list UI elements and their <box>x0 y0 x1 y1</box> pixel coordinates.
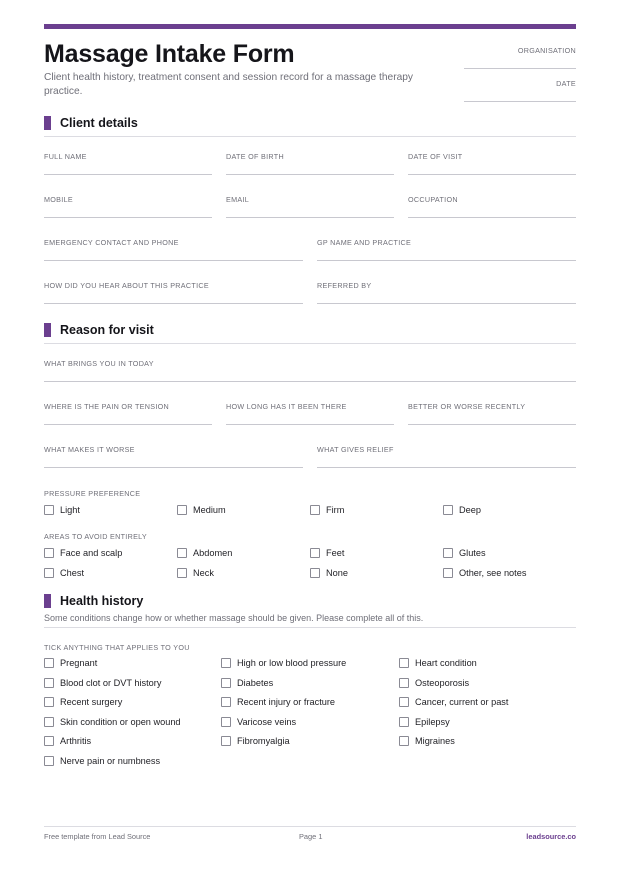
pressure-option-deep[interactable] <box>443 505 481 515</box>
field-label: HOW DID YOU HEAR ABOUT THIS PRACTICE <box>44 281 209 290</box>
checkbox[interactable] <box>221 717 231 727</box>
field-label: WHAT BRINGS YOU IN TODAY <box>44 359 154 368</box>
field-label: FULL NAME <box>44 152 87 161</box>
field-label: WHERE IS THE PAIN OR TENSION <box>44 402 170 411</box>
checkbox-label: Cancer, current or past <box>415 697 509 707</box>
field-label: WHAT MAKES IT WORSE <box>44 445 135 454</box>
referred-by-field[interactable] <box>317 281 576 304</box>
email-field[interactable] <box>226 195 394 218</box>
condition-osteoporosis[interactable] <box>399 678 469 688</box>
field-label: DATE OF BIRTH <box>226 152 284 161</box>
checkbox-label: Deep <box>459 505 481 515</box>
section-reason-for-visit <box>44 322 576 344</box>
better-worse-field[interactable] <box>408 402 576 425</box>
checkbox-label: Fibromyalgia <box>237 736 290 746</box>
condition-migraines[interactable] <box>399 736 455 746</box>
checkbox[interactable] <box>399 658 409 668</box>
condition-pregnant[interactable] <box>44 658 97 668</box>
checkbox-label: Diabetes <box>237 678 274 688</box>
checkbox-label: Osteoporosis <box>415 678 470 688</box>
occupation-field[interactable] <box>408 195 576 218</box>
checkbox[interactable] <box>221 678 231 688</box>
checkbox[interactable] <box>443 548 453 558</box>
checkbox-label: Firm <box>326 505 345 515</box>
date-field[interactable] <box>464 78 576 102</box>
pressure-option-medium[interactable] <box>177 505 226 515</box>
organisation-field[interactable] <box>464 45 576 69</box>
condition-blood-pressure[interactable] <box>221 658 346 668</box>
field-label: HOW LONG HAS IT BEEN THERE <box>226 402 347 411</box>
pressure-option-light[interactable] <box>44 505 80 515</box>
condition-skin[interactable] <box>44 717 181 727</box>
field-label: WHAT GIVES RELIEF <box>317 445 394 454</box>
gives-relief-field[interactable] <box>317 445 576 468</box>
field-label: OCCUPATION <box>408 195 458 204</box>
gp-name-field[interactable] <box>317 238 576 261</box>
checkbox[interactable] <box>177 548 187 558</box>
makes-worse-field[interactable] <box>44 445 303 468</box>
field-label: DATE OF VISIT <box>408 152 463 161</box>
checkbox[interactable] <box>44 568 54 578</box>
field-label: EMAIL <box>226 195 250 204</box>
footer-link[interactable]: leadsource.co <box>526 832 576 841</box>
checkbox-label: Face and scalp <box>60 548 123 558</box>
checkbox-label: Nerve pain or numbness <box>60 756 161 766</box>
checkbox-label: Chest <box>60 568 85 578</box>
section-client-details <box>44 115 576 137</box>
section-marker <box>44 323 51 337</box>
checkbox[interactable] <box>44 717 54 727</box>
field-label: EMERGENCY CONTACT AND PHONE <box>44 238 179 247</box>
field-label: MOBILE <box>44 195 73 204</box>
checkbox[interactable] <box>177 568 187 578</box>
condition-heart[interactable] <box>399 658 477 668</box>
avoid-option-chest[interactable] <box>44 568 84 578</box>
accent-bar <box>44 24 576 29</box>
checkbox-label: Migraines <box>415 736 455 746</box>
organisation-label: ORGANISATION <box>517 46 576 55</box>
checkbox-label: Medium <box>193 505 226 515</box>
avoid-option-neck[interactable] <box>177 568 214 578</box>
field-label: GP NAME AND PRACTICE <box>317 238 412 247</box>
checkbox-label: Recent surgery <box>60 697 123 707</box>
section-heading: Health history <box>60 594 144 608</box>
checkbox-label: Skin condition or open wound <box>60 717 181 727</box>
avoid-option-face-scalp[interactable] <box>44 548 122 558</box>
health-history-subtitle: Some conditions change how or whether massage should be given. Please complete all of this. <box>44 613 576 628</box>
condition-recent-surgery[interactable] <box>44 697 122 707</box>
condition-varicose-veins[interactable] <box>221 717 296 727</box>
checkbox[interactable] <box>310 568 320 578</box>
tick-conditions-label: TICK ANYTHING THAT APPLIES TO YOU <box>44 643 190 652</box>
avoid-option-abdomen[interactable] <box>177 548 232 558</box>
section-health-history <box>44 593 576 615</box>
checkbox[interactable] <box>44 505 54 515</box>
footer-page-number: Page 1 <box>299 832 323 841</box>
checkbox[interactable] <box>221 658 231 668</box>
page-footer <box>44 826 576 844</box>
condition-cancer[interactable] <box>399 697 508 707</box>
field-label: BETTER OR WORSE RECENTLY <box>408 402 526 411</box>
checkbox-label: Blood clot or DVT history <box>60 678 162 688</box>
mobile-field[interactable] <box>44 195 212 218</box>
condition-arthritis[interactable] <box>44 736 91 746</box>
avoid-option-feet[interactable] <box>310 548 344 558</box>
pressure-label: PRESSURE PREFERENCE <box>44 489 141 498</box>
condition-blood-clot[interactable] <box>44 678 161 688</box>
checkbox[interactable] <box>399 717 409 727</box>
condition-nerve-pain[interactable] <box>44 756 160 766</box>
checkbox[interactable] <box>44 736 54 746</box>
emergency-contact-field[interactable] <box>44 238 303 261</box>
checkbox-label: Other, see notes <box>459 568 527 578</box>
checkbox[interactable] <box>310 548 320 558</box>
checkbox[interactable] <box>310 505 320 515</box>
checkbox-label: Recent injury or fracture <box>237 697 336 707</box>
checkbox-label: Light <box>60 505 80 515</box>
checkbox[interactable] <box>399 736 409 746</box>
full-name-field[interactable] <box>44 152 212 175</box>
checkbox-label: Pregnant <box>60 658 98 668</box>
condition-diabetes[interactable] <box>221 678 273 688</box>
condition-recent-injury[interactable] <box>221 697 335 707</box>
checkbox-label: Glutes <box>459 548 486 558</box>
checkbox[interactable] <box>443 568 453 578</box>
date-of-birth-field[interactable] <box>226 152 394 175</box>
checkbox-label: Epilepsy <box>415 717 450 727</box>
where-pain-field[interactable] <box>44 402 212 425</box>
checkbox[interactable] <box>399 678 409 688</box>
date-label: DATE <box>556 79 576 88</box>
checkbox-label: High or low blood pressure <box>237 658 347 668</box>
pressure-option-firm[interactable] <box>310 505 344 515</box>
checkbox[interactable] <box>221 697 231 707</box>
date-of-visit-field[interactable] <box>408 152 576 175</box>
section-heading: Reason for visit <box>60 323 154 337</box>
avoid-areas-label: AREAS TO AVOID ENTIRELY <box>44 532 148 541</box>
avoid-option-glutes[interactable] <box>443 548 486 558</box>
checkbox-label: Heart condition <box>415 658 477 668</box>
checkbox-label: Neck <box>193 568 214 578</box>
section-marker <box>44 594 51 608</box>
form-title: Massage Intake Form <box>44 40 295 68</box>
checkbox[interactable] <box>177 505 187 515</box>
checkbox[interactable] <box>44 678 54 688</box>
section-marker <box>44 116 51 130</box>
checkbox[interactable] <box>44 548 54 558</box>
checkbox-label: Feet <box>326 548 345 558</box>
checkbox-label: Arthritis <box>60 736 92 746</box>
checkbox[interactable] <box>44 697 54 707</box>
what-brings-field[interactable] <box>44 359 576 382</box>
section-heading: Client details <box>60 116 138 130</box>
condition-fibromyalgia[interactable] <box>221 736 290 746</box>
footer-credit: Free template from Lead Source <box>44 832 151 841</box>
avoid-option-none[interactable] <box>310 568 348 578</box>
how-long-field[interactable] <box>226 402 394 425</box>
checkbox-label: Abdomen <box>193 548 233 558</box>
checkbox[interactable] <box>443 505 453 515</box>
checkbox[interactable] <box>44 756 54 766</box>
condition-epilepsy[interactable] <box>399 717 450 727</box>
how-heard-field[interactable] <box>44 281 303 304</box>
checkbox-label: None <box>326 568 348 578</box>
checkbox[interactable] <box>221 736 231 746</box>
checkbox[interactable] <box>399 697 409 707</box>
field-label: REFERRED BY <box>317 281 372 290</box>
checkbox[interactable] <box>44 658 54 668</box>
checkbox-label: Varicose veins <box>237 717 297 727</box>
avoid-option-other[interactable] <box>443 568 526 578</box>
form-subtitle: Client health history, treatment consent and session record for a massage therapy practice. <box>44 72 414 97</box>
